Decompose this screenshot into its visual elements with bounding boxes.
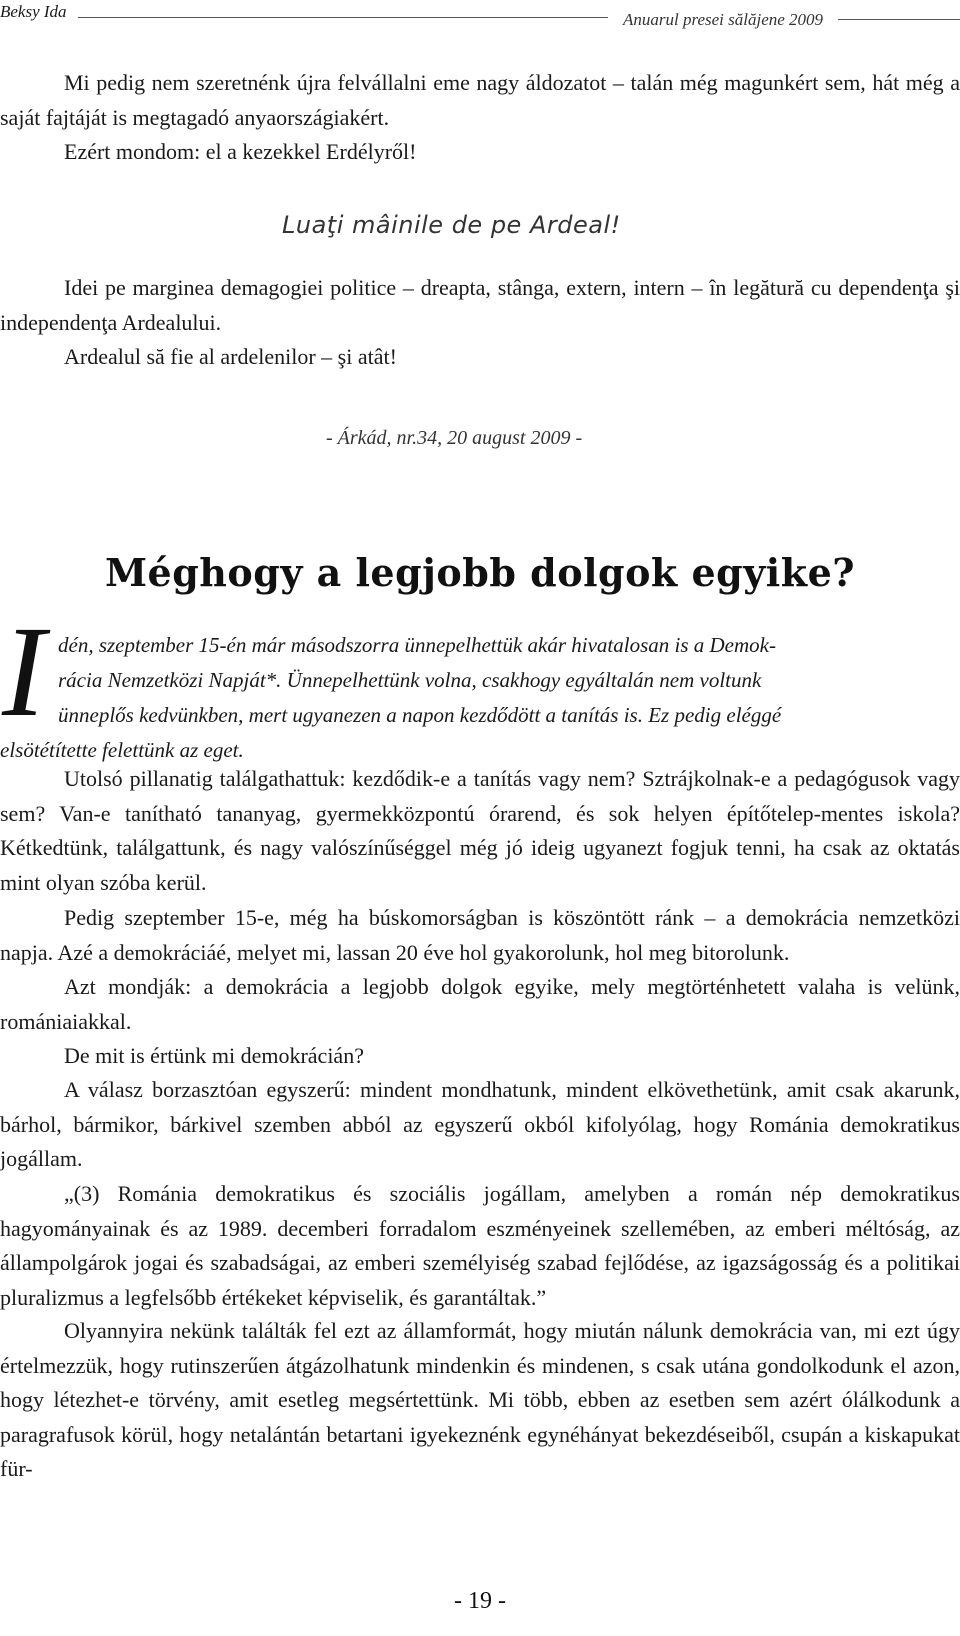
lead-paragraph [0,628,960,768]
body-paragraph: A válasz borzasztóan egyszerű: mindent mondhatunk, mindent elkövethetünk, amit csak akarunk, bárhol, bármikor, bárkivel szemben abból az egyszerű okból kifolyólag, hogy Románia demokratikus jogállam. [0,1077,960,1171]
header-rule-right [838,19,960,20]
lead-line: rácia Nemzetközi Napját*. Ünnepelhettünk volna, csakhogy egyáltalán nem voltunk [58,668,762,692]
intro-paragraph-4: Ardealul să fie al ardelenilor – şi atât! [64,344,397,369]
lead-line: elsötétítette felettünk az eget. [0,738,244,762]
publication-title: Anuarul presei sălăjene 2009 [623,10,824,29]
page-header [0,0,960,40]
body-paragraph: Azt mondják: a demokrácia a legjobb dolgok egyike, mely megtörténhetett valaha is velünk, romániaiakkal. [0,974,960,1034]
author-name: Beksy Ida [0,2,67,21]
page-number: - 19 - [454,1588,506,1614]
romanian-heading: Luaţi mâinile de pe Ardeal! [282,211,621,239]
source-signature: - Árkád, nr.34, 20 august 2009 - [326,427,583,449]
lead-line: dén, szeptember 15-én már másodszorra ünnepelhettük akár hivatalosan is a Demok- [58,633,776,657]
body-paragraph: Olyannyira nekünk találták fel ezt az államformát, hogy miután nálunk demokrácia van, mi ezt úgy értelmezzük, hogy rutinszerűen átgázolhatunk mindenkin és mindenen, s csak utána gondolkodunk el azon, hogy létezhet-e törvény, amit esetleg megsértettünk. Mi több, ebben az esetben sem azért ólálkodunk a paragrafusok körül, hogy netalántán betartani igyekeznénk egynéhányat bekezdéseiből, csupán a kiskapukat für- [0,1318,960,1481]
body-paragraph: De mit is értünk mi demokrácián? [64,1043,364,1068]
intro-paragraph-1: Mi pedig nem szeretnénk újra felvállalni eme nagy áldozatot – talán még magunkért sem, hát még a saját fajtáját is megtagadó anyaországiakért. [0,70,960,130]
body-paragraph: Pedig szeptember 15-e, még ha búskomorságban is köszöntött ránk – a demokrácia nemzetközi napja. Azé a demokráciáé, melyet mi, lassan 20 éve hol gyakorolunk, hol meg bitorolunk. [0,905,960,965]
drop-cap: I [2,600,46,744]
body-paragraph: Utolsó pillanatig találgathattuk: kezdődik-e a tanítás vagy nem? Sztrájkolnak-e a pedagógusok vagy sem? Van-e tanítható tananyag, gyermekközpontú órarend, és sok helyen építőtelep-mentes iskola? Kétkedtünk, találgattunk, és nagy valószínűséggel még jó ideig ugyanezt fogjuk tenni, ha csak az oktatás mint olyan szóba kerül. [0,766,960,895]
lead-line: ünneplős kedvünkben, mert ugyanezen a napon kezdődött a tanítás is. Ez pedig eléggé [58,703,782,727]
header-rule-left [78,17,608,18]
intro-paragraph-2: Ezért mondom: el a kezekkel Erdélyről! [64,139,417,164]
quoted-law-paragraph: „(3) Románia demokratikus és szociális jogállam, amelyben a román nép demokratikus hagyományainak és az 1989. decemberi forradalom eszményeinek szellemében, az emberi méltóság, az állampolgárok jogai és szabadságai, az emberi személyiség szabad fejlődése, az igazságosság és a politikai pluralizmus a legfelsőbb értékeket képviselik, és garantáltak.” [0,1181,960,1310]
article-title: Méghogy a legjobb dolgok egyike? [104,550,856,595]
intro-paragraph-3: Idei pe marginea demagogiei politice – dreapta, stânga, extern, intern – în legătură cu dependenţa şi independenţa Ardealului. [0,275,960,335]
